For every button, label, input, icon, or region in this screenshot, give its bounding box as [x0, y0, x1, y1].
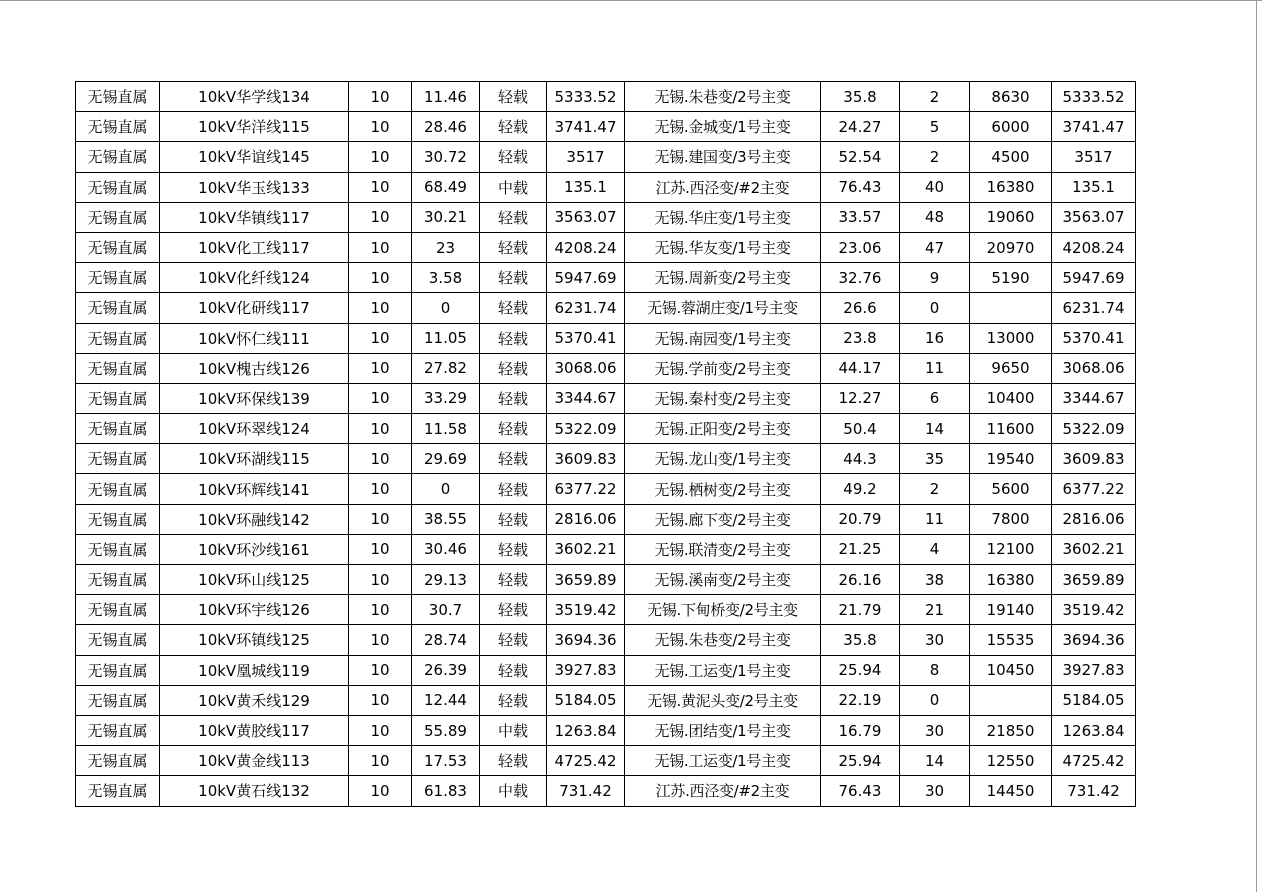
unit-cell: 无锡直属 — [76, 82, 160, 112]
feeder-name-cell: 10kV黄禾线129 — [160, 685, 349, 715]
load-status-cell: 轻载 — [480, 293, 547, 323]
installed-capacity-cell: 11600 — [970, 414, 1052, 444]
transformer-cell: 无锡.溪南变/2号主变 — [625, 565, 821, 595]
user-count-cell: 4 — [900, 534, 970, 564]
remaining-capacity-cell: 5947.69 — [1052, 263, 1136, 293]
transformer-load-rate-cell: 52.54 — [821, 142, 900, 172]
user-count-cell: 21 — [900, 595, 970, 625]
transformer-cell: 无锡.正阳变/2号主变 — [625, 414, 821, 444]
user-count-cell: 9 — [900, 263, 970, 293]
load-rate-cell: 29.13 — [412, 565, 480, 595]
table-row — [76, 172, 1136, 202]
voltage-cell: 10 — [349, 263, 412, 293]
installed-capacity-cell: 14450 — [970, 776, 1052, 806]
user-count-cell: 40 — [900, 172, 970, 202]
unit-cell: 无锡直属 — [76, 172, 160, 202]
remaining-capacity-cell: 3563.07 — [1052, 202, 1136, 232]
user-count-cell: 30 — [900, 715, 970, 745]
table-row — [76, 625, 1136, 655]
load-rate-cell: 27.82 — [412, 353, 480, 383]
transformer-cell: 无锡.工运变/1号主变 — [625, 655, 821, 685]
table-row — [76, 685, 1136, 715]
transformer-load-rate-cell: 22.19 — [821, 685, 900, 715]
feeder-name-cell: 10kV环湖线115 — [160, 444, 349, 474]
transformer-cell: 无锡.建国变/3号主变 — [625, 142, 821, 172]
remaining-capacity-cell: 3609.83 — [1052, 444, 1136, 474]
transformer-cell: 无锡.廊下变/2号主变 — [625, 504, 821, 534]
load-rate-cell: 30.21 — [412, 202, 480, 232]
user-count-cell: 47 — [900, 232, 970, 262]
installed-capacity-cell: 5600 — [970, 474, 1052, 504]
voltage-cell: 10 — [349, 112, 412, 142]
installed-capacity-cell: 9650 — [970, 353, 1052, 383]
available-capacity-cell: 5322.09 — [547, 414, 625, 444]
remaining-capacity-cell: 3927.83 — [1052, 655, 1136, 685]
available-capacity-cell: 4725.42 — [547, 746, 625, 776]
table-row — [76, 746, 1136, 776]
user-count-cell: 38 — [900, 565, 970, 595]
available-capacity-cell: 4208.24 — [547, 232, 625, 262]
feeder-load-table-container — [75, 81, 1136, 807]
voltage-cell: 10 — [349, 595, 412, 625]
unit-cell: 无锡直属 — [76, 414, 160, 444]
feeder-name-cell: 10kV环宇线126 — [160, 595, 349, 625]
transformer-load-rate-cell: 25.94 — [821, 746, 900, 776]
load-rate-cell: 55.89 — [412, 715, 480, 745]
installed-capacity-cell: 12550 — [970, 746, 1052, 776]
load-rate-cell: 29.69 — [412, 444, 480, 474]
transformer-load-rate-cell: 21.79 — [821, 595, 900, 625]
load-rate-cell: 11.05 — [412, 323, 480, 353]
feeder-name-cell: 10kV华谊线145 — [160, 142, 349, 172]
transformer-cell: 无锡.工运变/1号主变 — [625, 746, 821, 776]
remaining-capacity-cell: 2816.06 — [1052, 504, 1136, 534]
load-status-cell: 轻载 — [480, 534, 547, 564]
load-status-cell: 轻载 — [480, 474, 547, 504]
remaining-capacity-cell: 3068.06 — [1052, 353, 1136, 383]
feeder-name-cell: 10kV环翠线124 — [160, 414, 349, 444]
page-right-border — [1256, 0, 1257, 892]
load-status-cell: 轻载 — [480, 323, 547, 353]
transformer-load-rate-cell: 12.27 — [821, 383, 900, 413]
voltage-cell: 10 — [349, 414, 412, 444]
table-body — [76, 82, 1136, 807]
remaining-capacity-cell: 3344.67 — [1052, 383, 1136, 413]
load-status-cell: 中载 — [480, 715, 547, 745]
available-capacity-cell: 3517 — [547, 142, 625, 172]
load-status-cell: 轻载 — [480, 444, 547, 474]
voltage-cell: 10 — [349, 776, 412, 806]
transformer-load-rate-cell: 35.8 — [821, 625, 900, 655]
load-status-cell: 轻载 — [480, 625, 547, 655]
load-status-cell: 中载 — [480, 776, 547, 806]
user-count-cell: 11 — [900, 353, 970, 383]
load-rate-cell: 30.46 — [412, 534, 480, 564]
table-row — [76, 383, 1136, 413]
transformer-load-rate-cell: 44.17 — [821, 353, 900, 383]
table-row — [76, 232, 1136, 262]
available-capacity-cell: 3609.83 — [547, 444, 625, 474]
feeder-load-table — [75, 81, 1136, 807]
unit-cell: 无锡直属 — [76, 715, 160, 745]
table-row — [76, 474, 1136, 504]
transformer-load-rate-cell: 76.43 — [821, 776, 900, 806]
voltage-cell: 10 — [349, 142, 412, 172]
available-capacity-cell: 5370.41 — [547, 323, 625, 353]
user-count-cell: 48 — [900, 202, 970, 232]
remaining-capacity-cell: 3741.47 — [1052, 112, 1136, 142]
transformer-cell: 无锡.秦村变/2号主变 — [625, 383, 821, 413]
user-count-cell: 6 — [900, 383, 970, 413]
voltage-cell: 10 — [349, 202, 412, 232]
voltage-cell: 10 — [349, 655, 412, 685]
unit-cell: 无锡直属 — [76, 293, 160, 323]
available-capacity-cell: 3563.07 — [547, 202, 625, 232]
table-row — [76, 202, 1136, 232]
installed-capacity-cell: 10450 — [970, 655, 1052, 685]
remaining-capacity-cell: 731.42 — [1052, 776, 1136, 806]
load-status-cell: 轻载 — [480, 82, 547, 112]
available-capacity-cell: 2816.06 — [547, 504, 625, 534]
feeder-name-cell: 10kV环辉线141 — [160, 474, 349, 504]
load-rate-cell: 3.58 — [412, 263, 480, 293]
transformer-load-rate-cell: 33.57 — [821, 202, 900, 232]
table-row — [76, 715, 1136, 745]
installed-capacity-cell: 6000 — [970, 112, 1052, 142]
load-status-cell: 轻载 — [480, 565, 547, 595]
unit-cell: 无锡直属 — [76, 383, 160, 413]
available-capacity-cell: 3519.42 — [547, 595, 625, 625]
transformer-cell: 无锡.学前变/2号主变 — [625, 353, 821, 383]
table-row — [76, 353, 1136, 383]
installed-capacity-cell: 10400 — [970, 383, 1052, 413]
unit-cell: 无锡直属 — [76, 474, 160, 504]
table-row — [76, 323, 1136, 353]
transformer-load-rate-cell: 26.6 — [821, 293, 900, 323]
load-status-cell: 中载 — [480, 172, 547, 202]
installed-capacity-cell: 16380 — [970, 172, 1052, 202]
voltage-cell: 10 — [349, 172, 412, 202]
remaining-capacity-cell: 4725.42 — [1052, 746, 1136, 776]
transformer-load-rate-cell: 23.06 — [821, 232, 900, 262]
transformer-cell: 江苏.西泾变/#2主变 — [625, 776, 821, 806]
feeder-name-cell: 10kV华镇线117 — [160, 202, 349, 232]
transformer-load-rate-cell: 49.2 — [821, 474, 900, 504]
unit-cell: 无锡直属 — [76, 685, 160, 715]
load-status-cell: 轻载 — [480, 202, 547, 232]
transformer-load-rate-cell: 76.43 — [821, 172, 900, 202]
page-top-border — [0, 0, 1262, 1]
unit-cell: 无锡直属 — [76, 504, 160, 534]
feeder-name-cell: 10kV槐古线126 — [160, 353, 349, 383]
feeder-name-cell: 10kV环山线125 — [160, 565, 349, 595]
remaining-capacity-cell: 3659.89 — [1052, 565, 1136, 595]
transformer-cell: 无锡.朱巷变/2号主变 — [625, 82, 821, 112]
feeder-name-cell: 10kV黄金线113 — [160, 746, 349, 776]
voltage-cell: 10 — [349, 323, 412, 353]
feeder-name-cell: 10kV黄胶线117 — [160, 715, 349, 745]
load-rate-cell: 12.44 — [412, 685, 480, 715]
load-status-cell: 轻载 — [480, 232, 547, 262]
feeder-name-cell: 10kV环融线142 — [160, 504, 349, 534]
voltage-cell: 10 — [349, 685, 412, 715]
transformer-cell: 无锡.栖树变/2号主变 — [625, 474, 821, 504]
transformer-load-rate-cell: 44.3 — [821, 444, 900, 474]
transformer-load-rate-cell: 35.8 — [821, 82, 900, 112]
user-count-cell: 30 — [900, 776, 970, 806]
available-capacity-cell: 3694.36 — [547, 625, 625, 655]
load-status-cell: 轻载 — [480, 353, 547, 383]
table-row — [76, 142, 1136, 172]
load-rate-cell: 26.39 — [412, 655, 480, 685]
transformer-cell: 无锡.龙山变/1号主变 — [625, 444, 821, 474]
load-rate-cell: 33.29 — [412, 383, 480, 413]
installed-capacity-cell: 16380 — [970, 565, 1052, 595]
installed-capacity-cell: 19540 — [970, 444, 1052, 474]
unit-cell: 无锡直属 — [76, 112, 160, 142]
load-status-cell: 轻载 — [480, 263, 547, 293]
available-capacity-cell: 5333.52 — [547, 82, 625, 112]
load-rate-cell: 11.46 — [412, 82, 480, 112]
voltage-cell: 10 — [349, 82, 412, 112]
user-count-cell: 5 — [900, 112, 970, 142]
available-capacity-cell: 5947.69 — [547, 263, 625, 293]
load-rate-cell: 28.74 — [412, 625, 480, 655]
load-rate-cell: 68.49 — [412, 172, 480, 202]
remaining-capacity-cell: 135.1 — [1052, 172, 1136, 202]
table-row — [76, 112, 1136, 142]
transformer-load-rate-cell: 32.76 — [821, 263, 900, 293]
voltage-cell: 10 — [349, 232, 412, 262]
installed-capacity-cell: 19060 — [970, 202, 1052, 232]
table-row — [76, 504, 1136, 534]
table-row — [76, 82, 1136, 112]
feeder-name-cell: 10kV化工线117 — [160, 232, 349, 262]
table-row — [76, 293, 1136, 323]
feeder-name-cell: 10kV环沙线161 — [160, 534, 349, 564]
available-capacity-cell: 731.42 — [547, 776, 625, 806]
load-rate-cell: 11.58 — [412, 414, 480, 444]
unit-cell: 无锡直属 — [76, 263, 160, 293]
load-rate-cell: 30.72 — [412, 142, 480, 172]
feeder-name-cell: 10kV化研线117 — [160, 293, 349, 323]
feeder-name-cell: 10kV怀仁线111 — [160, 323, 349, 353]
feeder-name-cell: 10kV凰城线119 — [160, 655, 349, 685]
installed-capacity-cell: 20970 — [970, 232, 1052, 262]
user-count-cell: 35 — [900, 444, 970, 474]
available-capacity-cell: 6231.74 — [547, 293, 625, 323]
remaining-capacity-cell: 5322.09 — [1052, 414, 1136, 444]
voltage-cell: 10 — [349, 293, 412, 323]
transformer-cell: 无锡.南园变/1号主变 — [625, 323, 821, 353]
load-rate-cell: 30.7 — [412, 595, 480, 625]
unit-cell: 无锡直属 — [76, 746, 160, 776]
feeder-name-cell: 10kV黄石线132 — [160, 776, 349, 806]
available-capacity-cell: 6377.22 — [547, 474, 625, 504]
available-capacity-cell: 3068.06 — [547, 353, 625, 383]
unit-cell: 无锡直属 — [76, 655, 160, 685]
feeder-name-cell: 10kV华学线134 — [160, 82, 349, 112]
transformer-cell: 无锡.周新变/2号主变 — [625, 263, 821, 293]
load-rate-cell: 23 — [412, 232, 480, 262]
unit-cell: 无锡直属 — [76, 323, 160, 353]
table-row — [76, 534, 1136, 564]
transformer-load-rate-cell: 50.4 — [821, 414, 900, 444]
remaining-capacity-cell: 3602.21 — [1052, 534, 1136, 564]
transformer-load-rate-cell: 21.25 — [821, 534, 900, 564]
voltage-cell: 10 — [349, 474, 412, 504]
user-count-cell: 2 — [900, 474, 970, 504]
voltage-cell: 10 — [349, 444, 412, 474]
unit-cell: 无锡直属 — [76, 595, 160, 625]
load-status-cell: 轻载 — [480, 746, 547, 776]
transformer-cell: 无锡.蓉湖庄变/1号主变 — [625, 293, 821, 323]
table-row — [76, 444, 1136, 474]
transformer-cell: 无锡.金城变/1号主变 — [625, 112, 821, 142]
available-capacity-cell: 5184.05 — [547, 685, 625, 715]
table-row — [76, 263, 1136, 293]
load-rate-cell: 38.55 — [412, 504, 480, 534]
load-status-cell: 轻载 — [480, 504, 547, 534]
unit-cell: 无锡直属 — [76, 444, 160, 474]
installed-capacity-cell: 7800 — [970, 504, 1052, 534]
installed-capacity-cell: 5190 — [970, 263, 1052, 293]
table-row — [76, 776, 1136, 806]
table-row — [76, 414, 1136, 444]
load-rate-cell: 17.53 — [412, 746, 480, 776]
voltage-cell: 10 — [349, 746, 412, 776]
load-status-cell: 轻载 — [480, 112, 547, 142]
table-row — [76, 595, 1136, 625]
installed-capacity-cell: 21850 — [970, 715, 1052, 745]
transformer-cell: 无锡.朱巷变/2号主变 — [625, 625, 821, 655]
installed-capacity-cell: 4500 — [970, 142, 1052, 172]
feeder-name-cell: 10kV华玉线133 — [160, 172, 349, 202]
unit-cell: 无锡直属 — [76, 565, 160, 595]
load-rate-cell: 0 — [412, 474, 480, 504]
table-row — [76, 655, 1136, 685]
voltage-cell: 10 — [349, 383, 412, 413]
load-rate-cell: 61.83 — [412, 776, 480, 806]
load-rate-cell: 28.46 — [412, 112, 480, 142]
available-capacity-cell: 3602.21 — [547, 534, 625, 564]
user-count-cell: 30 — [900, 625, 970, 655]
user-count-cell: 11 — [900, 504, 970, 534]
remaining-capacity-cell: 6377.22 — [1052, 474, 1136, 504]
unit-cell: 无锡直属 — [76, 232, 160, 262]
installed-capacity-cell: 19140 — [970, 595, 1052, 625]
load-status-cell: 轻载 — [480, 142, 547, 172]
transformer-cell: 无锡.华庄变/1号主变 — [625, 202, 821, 232]
installed-capacity-cell: 13000 — [970, 323, 1052, 353]
installed-capacity-cell — [970, 293, 1052, 323]
unit-cell: 无锡直属 — [76, 625, 160, 655]
remaining-capacity-cell: 5370.41 — [1052, 323, 1136, 353]
transformer-cell: 江苏.西泾变/#2主变 — [625, 172, 821, 202]
feeder-name-cell: 10kV化纤线124 — [160, 263, 349, 293]
installed-capacity-cell: 15535 — [970, 625, 1052, 655]
available-capacity-cell: 3344.67 — [547, 383, 625, 413]
unit-cell: 无锡直属 — [76, 353, 160, 383]
installed-capacity-cell: 8630 — [970, 82, 1052, 112]
available-capacity-cell: 3927.83 — [547, 655, 625, 685]
voltage-cell: 10 — [349, 504, 412, 534]
voltage-cell: 10 — [349, 534, 412, 564]
unit-cell: 无锡直属 — [76, 142, 160, 172]
unit-cell: 无锡直属 — [76, 776, 160, 806]
available-capacity-cell: 3741.47 — [547, 112, 625, 142]
feeder-name-cell: 10kV环镇线125 — [160, 625, 349, 655]
remaining-capacity-cell: 5184.05 — [1052, 685, 1136, 715]
remaining-capacity-cell: 5333.52 — [1052, 82, 1136, 112]
feeder-name-cell: 10kV环保线139 — [160, 383, 349, 413]
available-capacity-cell: 135.1 — [547, 172, 625, 202]
user-count-cell: 14 — [900, 414, 970, 444]
user-count-cell: 8 — [900, 655, 970, 685]
transformer-cell: 无锡.黄泥头变/2号主变 — [625, 685, 821, 715]
user-count-cell: 2 — [900, 82, 970, 112]
transformer-load-rate-cell: 23.8 — [821, 323, 900, 353]
installed-capacity-cell — [970, 685, 1052, 715]
user-count-cell: 0 — [900, 685, 970, 715]
load-status-cell: 轻载 — [480, 414, 547, 444]
transformer-cell: 无锡.团结变/1号主变 — [625, 715, 821, 745]
feeder-name-cell: 10kV华洋线115 — [160, 112, 349, 142]
load-status-cell: 轻载 — [480, 685, 547, 715]
user-count-cell: 16 — [900, 323, 970, 353]
voltage-cell: 10 — [349, 715, 412, 745]
available-capacity-cell: 1263.84 — [547, 715, 625, 745]
remaining-capacity-cell: 1263.84 — [1052, 715, 1136, 745]
voltage-cell: 10 — [349, 565, 412, 595]
load-status-cell: 轻载 — [480, 595, 547, 625]
transformer-load-rate-cell: 16.79 — [821, 715, 900, 745]
transformer-cell: 无锡.联清变/2号主变 — [625, 534, 821, 564]
unit-cell: 无锡直属 — [76, 202, 160, 232]
installed-capacity-cell: 12100 — [970, 534, 1052, 564]
user-count-cell: 0 — [900, 293, 970, 323]
remaining-capacity-cell: 3519.42 — [1052, 595, 1136, 625]
user-count-cell: 14 — [900, 746, 970, 776]
load-status-cell: 轻载 — [480, 655, 547, 685]
transformer-cell: 无锡.华友变/1号主变 — [625, 232, 821, 262]
table-row — [76, 565, 1136, 595]
transformer-load-rate-cell: 20.79 — [821, 504, 900, 534]
remaining-capacity-cell: 4208.24 — [1052, 232, 1136, 262]
transformer-load-rate-cell: 24.27 — [821, 112, 900, 142]
user-count-cell: 2 — [900, 142, 970, 172]
unit-cell: 无锡直属 — [76, 534, 160, 564]
transformer-load-rate-cell: 26.16 — [821, 565, 900, 595]
load-status-cell: 轻载 — [480, 383, 547, 413]
remaining-capacity-cell: 3694.36 — [1052, 625, 1136, 655]
remaining-capacity-cell: 6231.74 — [1052, 293, 1136, 323]
voltage-cell: 10 — [349, 625, 412, 655]
remaining-capacity-cell: 3517 — [1052, 142, 1136, 172]
available-capacity-cell: 3659.89 — [547, 565, 625, 595]
transformer-load-rate-cell: 25.94 — [821, 655, 900, 685]
voltage-cell: 10 — [349, 353, 412, 383]
transformer-cell: 无锡.下甸桥变/2号主变 — [625, 595, 821, 625]
load-rate-cell: 0 — [412, 293, 480, 323]
